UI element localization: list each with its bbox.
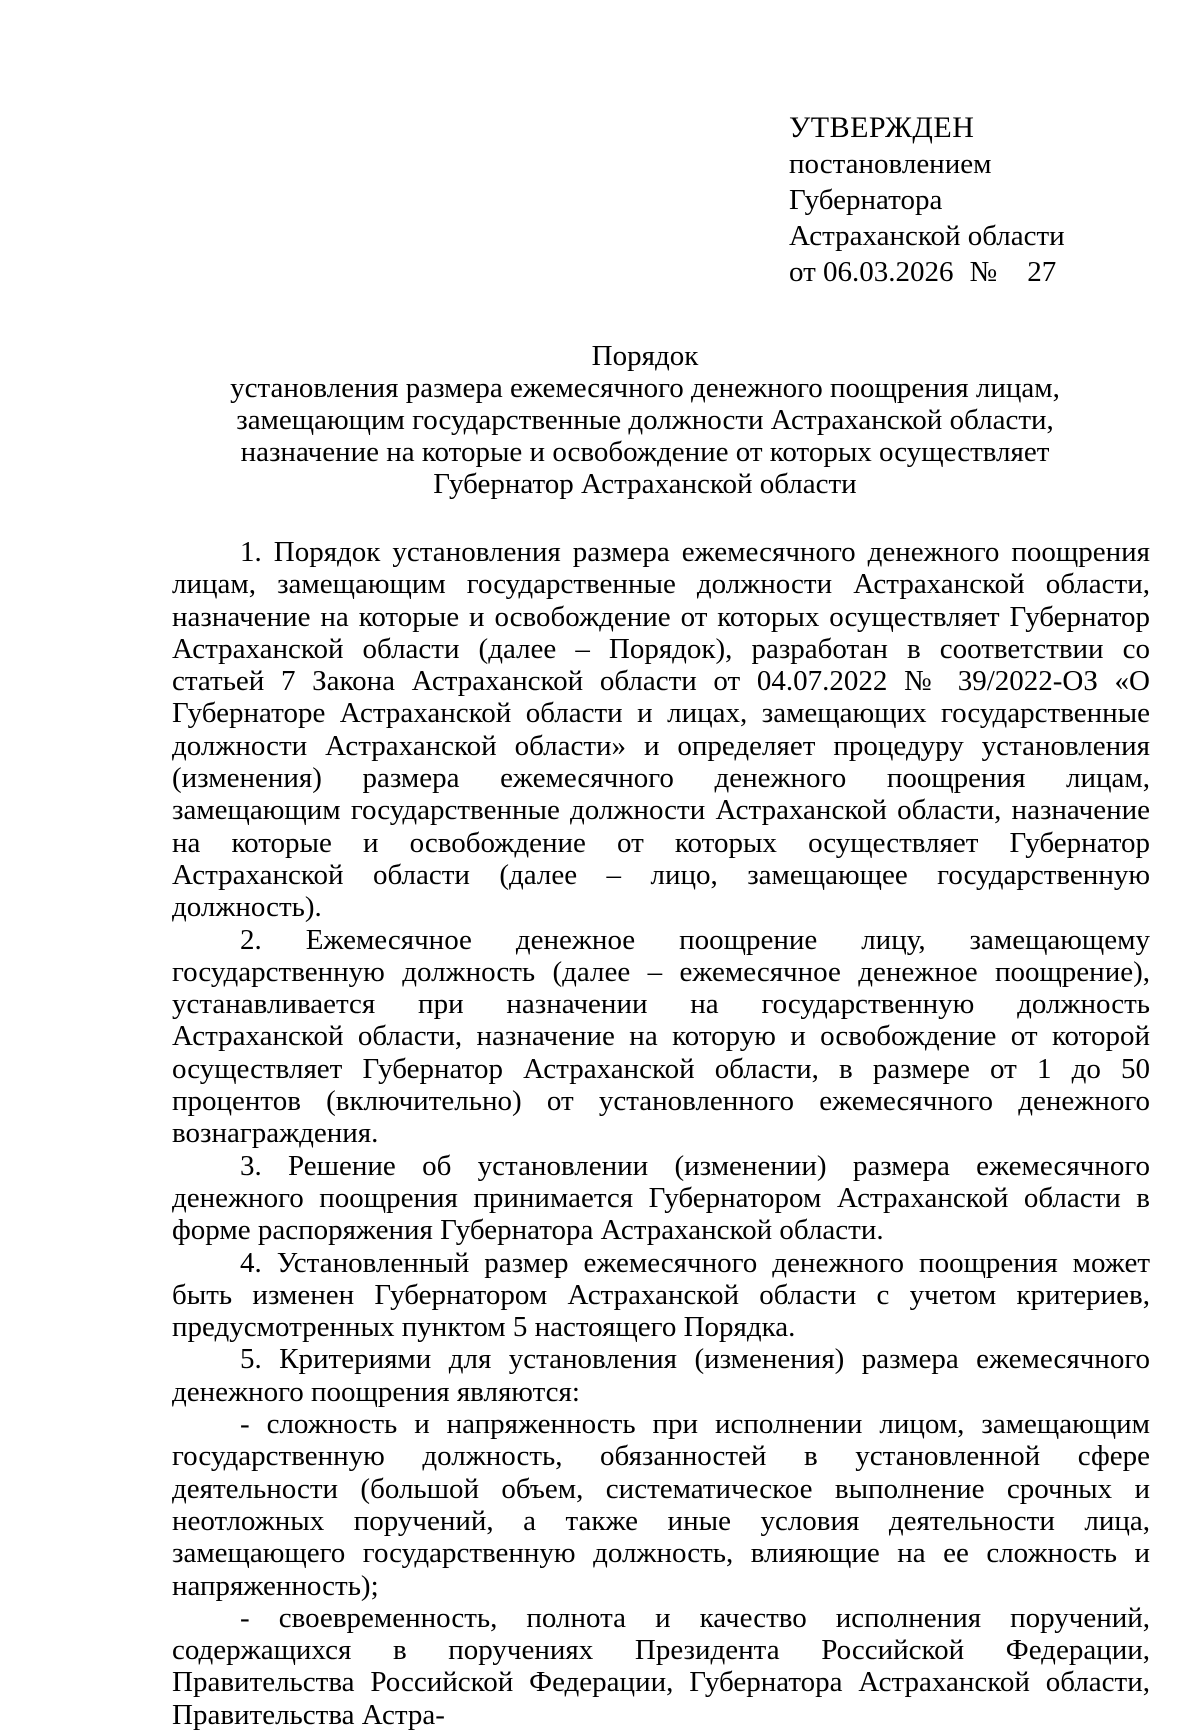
document-subtitle: установления размера ежемесячного денежного поощрения лицам, замещающим государственные должности Астраханской области, назначение на которые и освобождение от которых осуществляет Губернатор Астраханской области — [230, 372, 1060, 500]
approval-date-line — [789, 254, 1065, 290]
approval-line-governor: Губернатора — [789, 184, 943, 216]
approval-status: УТВЕРЖДЕН — [789, 111, 975, 144]
criterion-item-2: - своевременность, полнота и качество исполнения поручений, содержащихся в поручениях Президента Российской Федерации, Правительства Российской Федерации, Губернатора Астраханской области, Правительства Астра- — [172, 1601, 1150, 1731]
paragraph-5: 5. Критериями для установления (изменения) размера ежемесячного денежного поощрения являются: — [172, 1343, 1150, 1408]
document-title — [175, 340, 1115, 500]
paragraph-3: 3. Решение об установлении (изменении) размера ежемесячного денежного поощрения принимается Губернатором Астраханской области в форме распоряжения Губернатора Астраханской области. — [172, 1149, 1150, 1247]
criterion-item-1: - сложность и напряженность при исполнении лицом, замещающим государственную должность, обязанностей в установленной сфере деятельности (большой объем, систематическое выполнение срочных и неотложных поручений, а также иные условия деятельности лица, замещающего государственную должность, влияющие на ее сложность и напряженность); — [172, 1408, 1150, 1602]
document-body — [172, 536, 1150, 1731]
approval-stamp — [789, 110, 1065, 290]
paragraph-1: 1. Порядок установления размера ежемесячного денежного поощрения лицам, замещающим государственные должности Астраханской области, назначение на которые и освобождение от которых осуществляет Губернатор Астраханской области (далее – Порядок), разработан в соответствии со статьей 7 Закона Астраханской области от 04.07.2022 № 39/2022-ОЗ «О Губернаторе Астраханской области и лицах, замещающих государственные должности Астраханской области» и определяет процедуру установления (изменения) размера ежемесячного денежного поощрения лицам, замещающим государственные должности Астраханской области, назначение на которые и освобождение от которых осуществляет Губернатор Астраханской области (далее – лицо, замещающее государственную должность). — [172, 536, 1150, 924]
approval-line-resolution: постановлением — [789, 148, 992, 180]
approval-number-sign: № — [969, 256, 998, 288]
paragraph-2: 2. Ежемесячное денежное поощрение лицу, замещающему государственную должность (далее – ежемесячное денежное поощрение), устанавливается при назначении на государственную должность Астраханской области, назначение на которую и освобождение от которой осуществляет Губернатор Астраханской области, в размере от 1 до 50 процентов (включительно) от установленного ежемесячного денежного вознаграждения. — [172, 923, 1150, 1150]
paragraph-4: 4. Установленный размер ежемесячного денежного поощрения может быть изменен Губернатором Астраханской области с учетом критериев, предусмотренных пунктом 5 настоящего Порядка. — [172, 1246, 1150, 1344]
approval-date: от 06.03.2026 — [789, 256, 954, 288]
approval-number: 27 — [1027, 256, 1057, 288]
document-heading: Порядок — [591, 340, 699, 372]
approval-line-region: Астраханской области — [789, 220, 1065, 252]
